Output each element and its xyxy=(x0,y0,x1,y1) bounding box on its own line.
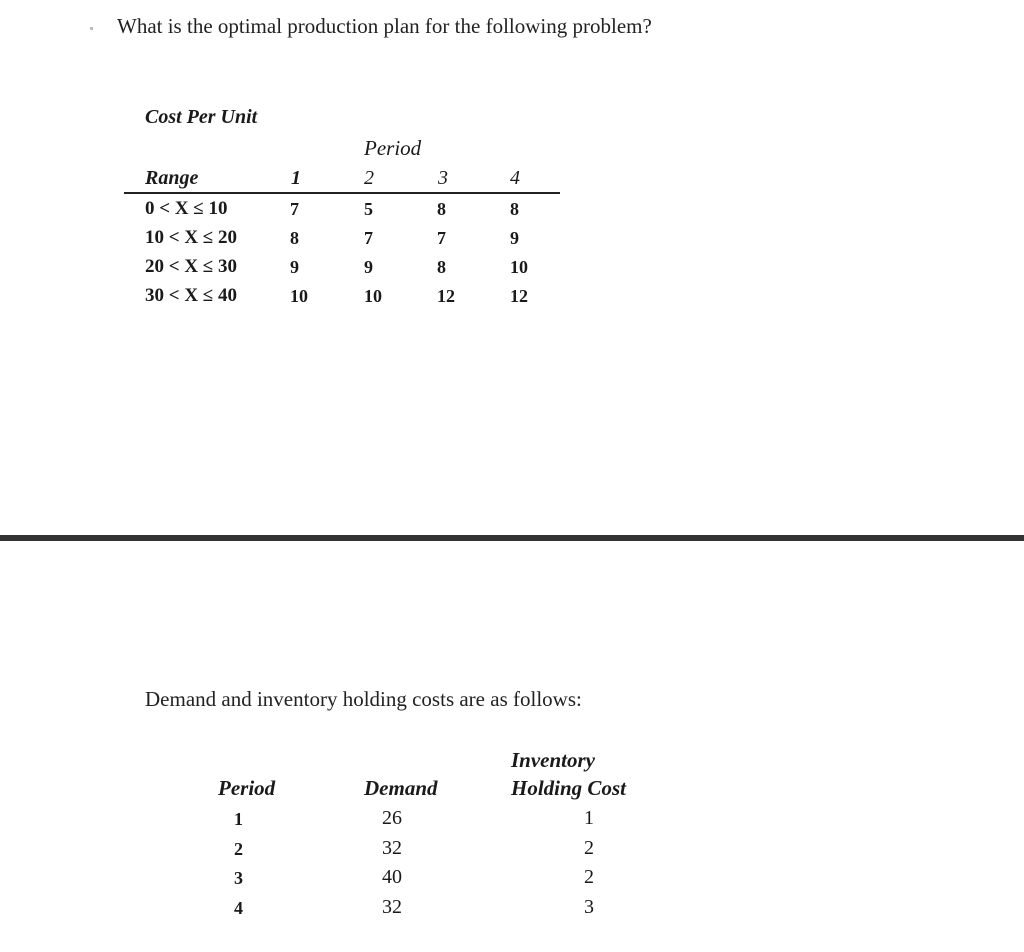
cost-cell: 5 xyxy=(364,199,373,219)
question-text: What is the optimal production plan for the following problem? xyxy=(117,14,652,38)
period-cell: 4 xyxy=(234,898,243,918)
range-cell: 20 < X ≤ 30 xyxy=(145,256,237,277)
cost-table-title: Cost Per Unit xyxy=(145,106,258,128)
cost-cell: 8 xyxy=(437,257,446,277)
demand-cell: 32 xyxy=(382,896,402,918)
cost-cell: 10 xyxy=(364,286,382,306)
period-header-4: 4 xyxy=(510,167,520,189)
period-column-header: Period xyxy=(218,776,276,800)
range-cell: 30 < X ≤ 40 xyxy=(145,285,237,306)
cost-cell: 8 xyxy=(290,228,299,248)
holding-cost-cell: 2 xyxy=(584,837,594,859)
demand-cell: 40 xyxy=(382,866,402,888)
cost-cell: 7 xyxy=(437,228,446,248)
period-header-1: 1 xyxy=(291,167,301,189)
cost-cell: 9 xyxy=(290,257,299,277)
period-header-3: 3 xyxy=(438,167,448,189)
range-cell: 0 < X ≤ 10 xyxy=(145,198,228,219)
period-cell: 2 xyxy=(234,839,243,859)
bullet-mark xyxy=(90,27,93,30)
cost-cell: 12 xyxy=(510,286,528,306)
period-cell: 3 xyxy=(234,868,243,888)
period-group-header: Period xyxy=(364,136,422,160)
demand-column-header: Demand xyxy=(364,776,438,800)
header-rule xyxy=(124,192,560,194)
period-header-2: 2 xyxy=(364,167,374,189)
cost-cell: 9 xyxy=(510,228,519,248)
cost-cell: 12 xyxy=(437,286,455,306)
holding-header-line2: Holding Cost xyxy=(511,776,626,800)
cost-cell: 10 xyxy=(510,257,528,277)
holding-cost-cell: 3 xyxy=(584,896,594,918)
range-cell: 10 < X ≤ 20 xyxy=(145,227,237,248)
demand-cell: 32 xyxy=(382,837,402,859)
demand-intro-text: Demand and inventory holding costs are as follows: xyxy=(145,687,582,711)
holding-cost-cell: 1 xyxy=(584,807,594,829)
holding-cost-cell: 2 xyxy=(584,866,594,888)
holding-header-line1: Inventory xyxy=(511,748,595,772)
period-cell: 1 xyxy=(234,809,243,829)
cost-cell: 8 xyxy=(437,199,446,219)
range-header: Range xyxy=(145,167,199,189)
cost-cell: 7 xyxy=(290,199,299,219)
cost-cell: 9 xyxy=(364,257,373,277)
cost-cell: 8 xyxy=(510,199,519,219)
section-divider xyxy=(0,535,1024,541)
demand-cell: 26 xyxy=(382,807,402,829)
cost-cell: 7 xyxy=(364,228,373,248)
cost-cell: 10 xyxy=(290,286,308,306)
